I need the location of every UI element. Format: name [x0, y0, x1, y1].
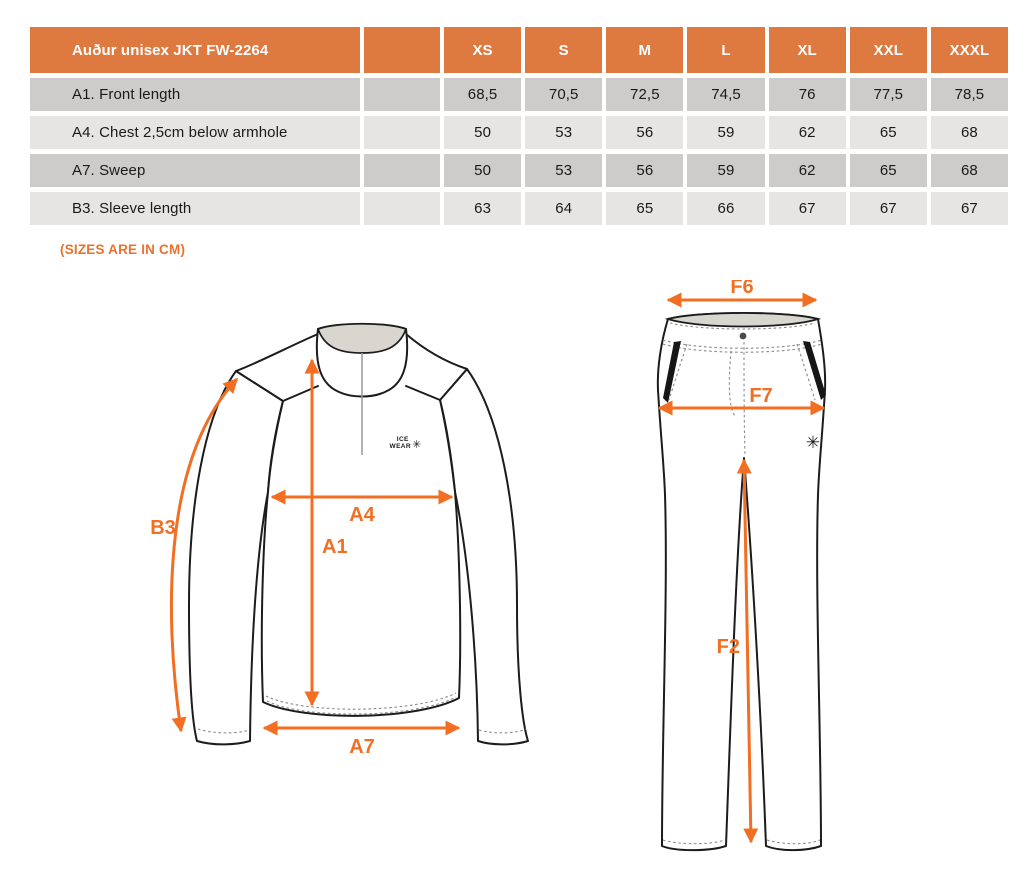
size-col-header-xxl: XXL — [850, 27, 927, 73]
measurement-label: A1. Front length — [30, 78, 360, 111]
measurement-value: 62 — [769, 154, 846, 187]
measurement-value: 68 — [931, 154, 1008, 187]
inseam-label: F2 — [716, 636, 740, 658]
spacer-cell — [364, 116, 440, 149]
spacer-cell — [364, 27, 440, 73]
measurement-value: 64 — [525, 192, 602, 225]
measurement-value: 56 — [606, 116, 683, 149]
jacket-measurement-diagram — [130, 292, 580, 767]
measurement-label: A7. Sweep — [30, 154, 360, 187]
measurement-value: 67 — [850, 192, 927, 225]
snowflake-icon: ✳ — [412, 439, 422, 451]
brand-logo-text: ICE WEAR — [389, 436, 411, 450]
measurement-value: 65 — [606, 192, 683, 225]
size-col-header-xl: XL — [769, 27, 846, 73]
measurement-value: 62 — [769, 116, 846, 149]
measurement-value: 56 — [606, 154, 683, 187]
chest-label: A4 — [349, 504, 375, 526]
size-chart-table — [30, 27, 1008, 225]
measurement-value: 68,5 — [444, 78, 521, 111]
measurement-value: 77,5 — [850, 78, 927, 111]
measurement-value: 53 — [525, 154, 602, 187]
measurement-value: 53 — [525, 116, 602, 149]
measurement-value: 65 — [850, 154, 927, 187]
measurement-label: B3. Sleeve length — [30, 192, 360, 225]
sweep-label: A7 — [349, 736, 375, 758]
measurement-value: 78,5 — [931, 78, 1008, 111]
size-col-header-m: M — [606, 27, 683, 73]
spacer-cell — [364, 78, 440, 111]
measurement-value: 59 — [687, 154, 764, 187]
waist-inner-opening — [668, 313, 818, 327]
measurement-value: 74,5 — [687, 78, 764, 111]
measurement-value: 65 — [850, 116, 927, 149]
size-col-header-xs: XS — [444, 27, 521, 73]
measurement-value: 67 — [769, 192, 846, 225]
waist-width-label: F6 — [730, 280, 754, 298]
sleeve-length-label: B3 — [150, 517, 176, 539]
measurement-value: 63 — [444, 192, 521, 225]
size-chart-title: Auður unisex JKT FW-2264 — [30, 27, 360, 73]
pants-body — [658, 313, 825, 850]
measurement-label: A4. Chest 2,5cm below armhole — [30, 116, 360, 149]
waist-button — [740, 333, 747, 340]
sizes-unit-note: (SIZES ARE IN CM) — [60, 242, 186, 257]
size-col-header-xxxl: XXXL — [931, 27, 1008, 73]
measurement-value: 50 — [444, 116, 521, 149]
measurement-value: 66 — [687, 192, 764, 225]
measurement-value: 70,5 — [525, 78, 602, 111]
measurement-value: 68 — [931, 116, 1008, 149]
front-length-label: A1 — [322, 536, 348, 558]
measurement-value: 76 — [769, 78, 846, 111]
measurement-value: 59 — [687, 116, 764, 149]
size-col-header-s: S — [525, 27, 602, 73]
measurement-value: 72,5 — [606, 78, 683, 111]
size-col-header-l: L — [687, 27, 764, 73]
measurement-value: 67 — [931, 192, 1008, 225]
hip-width-label: F7 — [749, 385, 773, 407]
measurement-value: 50 — [444, 154, 521, 187]
spacer-cell — [364, 192, 440, 225]
snowflake-icon: ✳ — [805, 433, 821, 452]
spacer-cell — [364, 154, 440, 187]
pants-measurement-diagram — [630, 280, 865, 865]
